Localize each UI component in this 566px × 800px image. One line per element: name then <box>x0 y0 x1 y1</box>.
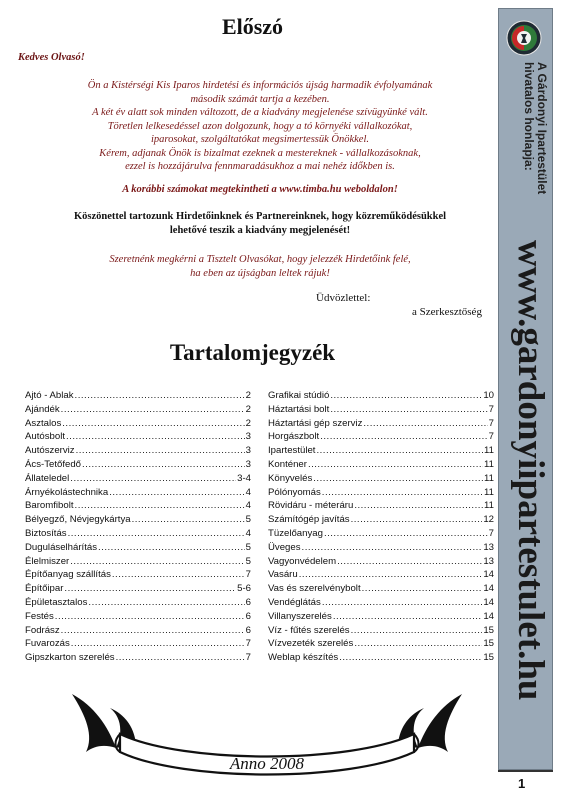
toc-entry-name: Háztartási bolt <box>268 403 330 415</box>
toc-entry <box>268 569 494 583</box>
toc-leader-dots <box>132 514 245 525</box>
toc-leader-dots <box>354 638 482 649</box>
toc-entry-page: 7 <box>245 638 251 650</box>
toc-leader-dots <box>308 459 483 470</box>
greeting: Kedves Olvasó! <box>18 52 85 63</box>
thanks-line: lehetővé teszik a kiadvány megjelenését! <box>169 225 351 236</box>
toc-entry-page: 11 <box>484 500 494 512</box>
intro-line: ezzel is hozzájárulva fennmaradásukhoz a mai nehéz időkben is. <box>125 161 395 172</box>
toc-leader-dots <box>363 418 487 429</box>
toc-left-column <box>25 390 251 666</box>
toc-entry-name: Vas és szerelvénybolt <box>268 583 361 595</box>
toc-entry-page: 11 <box>484 458 494 470</box>
toc-leader-dots <box>70 473 236 484</box>
intro-line: Töretlen lelkesedéssel azon dolgozunk, hogy a tó környéki vállalkozókat, <box>107 120 413 132</box>
toc-entry <box>268 500 494 514</box>
banner-text: Anno 2008 <box>229 754 305 773</box>
toc-right-column <box>268 390 494 666</box>
toc-entry-page: 5 <box>245 555 251 567</box>
toc-entry <box>25 638 251 652</box>
toc-entry-page: 2 <box>245 390 251 401</box>
toc-leader-dots <box>64 583 236 594</box>
toc-entry-name: Könyvelés <box>268 472 313 484</box>
toc-entry-page: 4 <box>245 500 251 512</box>
toc-entry-page: 2 <box>245 417 251 429</box>
toc-leader-dots <box>66 431 245 442</box>
toc-entry-page: 7 <box>245 569 251 581</box>
toc-entry-page: 6 <box>245 624 251 636</box>
toc-leader-dots <box>302 542 483 553</box>
toc-entry-page: 14 <box>483 610 494 622</box>
toc-entry <box>268 390 494 404</box>
toc-entry-name: Élelmiszer <box>25 555 70 567</box>
intro-line: Kérem, adjanak Önök is bizalmat ezeknek a mestereknek - vállalkozásoknak, <box>99 147 421 159</box>
toc-entry <box>268 418 494 432</box>
toc-entry-page: 3 <box>245 445 251 457</box>
sidebar-url-wrap <box>510 240 550 760</box>
toc-leader-dots <box>55 611 245 622</box>
toc-entry-name: Ipartestület <box>268 445 316 457</box>
toc-entry-name: Vízvezeték szerelés <box>268 638 354 650</box>
toc-entry-name: Weblap készítés <box>268 652 339 664</box>
toc-entry-page: 3 <box>245 431 251 443</box>
toc-entry <box>268 542 494 556</box>
toc-entry-page: 14 <box>483 583 494 595</box>
toc-entry-name: Vasáru <box>268 569 298 581</box>
toc-entry-name: Baromfibolt <box>25 500 74 512</box>
toc-entry-name: Horgászbolt <box>268 431 320 443</box>
anno-ribbon-banner <box>64 686 470 786</box>
toc-entry <box>25 652 251 666</box>
toc-leader-dots <box>61 404 245 415</box>
toc-entry <box>268 404 494 418</box>
toc-leader-dots <box>330 390 482 401</box>
sidebar-title-line: hivatalos honlapja: <box>522 62 536 171</box>
toc-leader-dots <box>322 487 483 498</box>
intro-paragraph <box>14 79 506 174</box>
toc-entry-page: 11 <box>484 472 494 484</box>
toc-entry-page: 12 <box>483 514 494 526</box>
toc-entry-name: Duguláselhárítás <box>25 541 97 553</box>
toc-entry-name: Vagyonvédelem <box>268 555 337 567</box>
toc-entry <box>25 556 251 570</box>
toc-entry-page: 6 <box>245 610 251 622</box>
toc-leader-dots <box>88 597 244 608</box>
toc-entry-name: Vendéglátás <box>268 596 321 608</box>
toc-entry <box>25 487 251 501</box>
toc-entry <box>25 514 251 528</box>
toc-entry-page: 4 <box>245 486 251 498</box>
toc-entry <box>25 459 251 473</box>
toc-leader-dots <box>337 556 482 567</box>
toc-entry-name: Üveges <box>268 541 301 553</box>
toc-entry-page: 11 <box>484 486 494 498</box>
toc-entry <box>25 597 251 611</box>
toc-entry-page: 7 <box>488 417 494 429</box>
toc-entry <box>25 569 251 583</box>
toc-entry <box>268 583 494 597</box>
request-line: Szeretnénk megkérni a Tisztelt Olvasókat, hogy jelezzék Hirdetőink felé, <box>109 254 411 265</box>
guild-logo-icon <box>506 20 542 56</box>
toc-entry-name: Víz - fűtés szerelés <box>268 624 350 636</box>
toc-entry <box>25 473 251 487</box>
toc-entry <box>25 445 251 459</box>
toc-entry-name: Építőanyag szállítás <box>25 569 111 581</box>
toc-entry-page: 11 <box>484 445 494 457</box>
toc-entry-name: Fuvarozás <box>25 638 70 650</box>
toc-leader-dots <box>62 418 244 429</box>
toc-entry-page: 7 <box>245 652 251 664</box>
toc-leader-dots <box>112 569 245 580</box>
toc-leader-dots <box>75 390 245 401</box>
page-number: 1 <box>518 776 526 791</box>
toc-entry-name: Festés <box>25 610 54 622</box>
toc-leader-dots <box>324 528 488 539</box>
toc-entry <box>268 652 494 666</box>
toc-leader-dots <box>71 638 245 649</box>
toc-leader-dots <box>339 652 482 663</box>
toc-leader-dots <box>116 652 245 663</box>
toc-leader-dots <box>76 445 245 456</box>
toc-entry-name: Gipszkarton szerelés <box>25 652 115 664</box>
signature-name: a Szerkesztőség <box>412 306 482 318</box>
toc-entry-name: Rövidáru - méteráru <box>268 500 354 512</box>
toc-entry-page: 15 <box>483 624 494 636</box>
toc-entry <box>25 625 251 639</box>
toc-leader-dots <box>316 445 483 456</box>
toc-entry-page: 10 <box>483 390 494 401</box>
toc-leader-dots <box>75 500 245 511</box>
toc-leader-dots <box>320 431 487 442</box>
toc-entry-page: 6 <box>245 596 251 608</box>
toc-entry-page: 15 <box>483 638 494 650</box>
toc-title: Tartalomjegyzék <box>169 340 336 365</box>
toc-entry <box>25 431 251 445</box>
toc-entry <box>268 625 494 639</box>
toc-leader-dots <box>333 611 483 622</box>
toc-entry-name: Grafikai stúdió <box>268 390 330 401</box>
toc-entry-page: 5-6 <box>237 583 251 595</box>
toc-leader-dots <box>354 500 483 511</box>
toc-entry-name: Fodrász <box>25 624 60 636</box>
toc-leader-dots <box>322 597 483 608</box>
toc-entry-page: 3 <box>245 458 251 470</box>
request-line: ha eben az újságban leltek rájuk! <box>190 267 330 279</box>
toc-entry <box>268 597 494 611</box>
toc-leader-dots <box>351 625 483 636</box>
toc-entry-name: Villanyszerelés <box>268 610 332 622</box>
toc-entry-name: Állateledel <box>25 472 70 484</box>
toc-entry-name: Biztosítás <box>25 527 67 539</box>
toc-entry-page: 4 <box>245 527 251 539</box>
intro-line: Ön a Kistérségi Kis Iparos hirdetési és információs újság harmadik évfolyamának <box>87 80 433 91</box>
toc-entry-name: Ajándék <box>25 403 60 415</box>
toc-entry <box>268 611 494 625</box>
toc-entry-page: 13 <box>483 555 494 567</box>
toc-entry-name: Háztartási gép szerviz <box>268 417 363 429</box>
toc-entry-page: 5 <box>245 541 251 553</box>
toc-entry <box>25 390 251 404</box>
toc-entry-page: 7 <box>488 403 494 415</box>
toc-leader-dots <box>109 487 244 498</box>
toc-entry-name: Ajtó - Ablak <box>25 390 74 401</box>
sidebar-title-line: A Gárdonyi Ipartestület <box>535 62 549 195</box>
toc-entry-page: 3-4 <box>237 472 251 484</box>
toc-entry-page: 2 <box>245 403 251 415</box>
toc-entry-name: Asztalos <box>25 417 62 429</box>
toc-entry <box>268 556 494 570</box>
toc-entry <box>25 611 251 625</box>
toc-entry-name: Autószerviz <box>25 445 75 457</box>
website-note: A korábbi számokat megtekintheti a www.timba.hu weboldalon! <box>122 184 398 195</box>
thanks-line: Köszönettel tartozunk Hirdetőinknek és Partnereinknek, hogy közreműködésükkel <box>73 211 447 222</box>
toc-entry-name: Tüzelőanyag <box>268 527 323 539</box>
toc-entry-name: Pólónyomás <box>268 486 321 498</box>
toc-leader-dots <box>299 569 483 580</box>
toc-entry <box>268 514 494 528</box>
toc-entry-page: 13 <box>483 541 494 553</box>
toc-entry-page: 5 <box>245 514 251 526</box>
intro-line: iparosokat, szolgáltatókat megsimertessük Önökkel. <box>150 134 370 145</box>
toc-entry <box>268 528 494 542</box>
thanks-paragraph <box>14 210 506 238</box>
toc-leader-dots <box>98 542 245 553</box>
toc-entry-page: 7 <box>488 527 494 539</box>
sidebar-divider <box>498 770 553 772</box>
intro-line: A két év alatt sok minden változott, de a kiadvány megjelenése szívügyünké vált. <box>92 107 428 118</box>
toc-entry-page: 14 <box>483 596 494 608</box>
toc-leader-dots <box>351 514 483 525</box>
toc-entry <box>268 431 494 445</box>
toc-entry <box>25 528 251 542</box>
toc-leader-dots <box>330 404 487 415</box>
toc-entry <box>25 404 251 418</box>
signature-greeting: Üdvözlettel: <box>316 292 371 304</box>
toc-entry <box>268 638 494 652</box>
toc-leader-dots <box>82 459 245 470</box>
toc-entry <box>268 487 494 501</box>
toc-entry-name: Bélyegző, Névjegykártya <box>25 514 131 526</box>
toc-leader-dots <box>313 473 483 484</box>
toc-leader-dots <box>61 625 245 636</box>
toc-entry-name: Ács-Tetőfedő <box>25 458 81 470</box>
toc-entry-name: Árnyékolástechnika <box>25 486 109 498</box>
toc-entry <box>25 542 251 556</box>
toc-entry-name: Épületasztalos <box>25 596 88 608</box>
toc-entry <box>268 445 494 459</box>
toc-entry-page: 15 <box>483 652 494 664</box>
toc-entry-page: 7 <box>488 431 494 443</box>
toc-entry-name: Számítógép javítás <box>268 514 350 526</box>
toc-leader-dots <box>70 556 244 567</box>
sidebar-url: www.gardonyiipartestulet.hu <box>510 240 551 701</box>
toc-entry-page: 14 <box>483 569 494 581</box>
toc-entry <box>25 418 251 432</box>
toc-entry <box>25 500 251 514</box>
toc-entry <box>25 583 251 597</box>
toc-entry-name: Építőipar <box>25 583 64 595</box>
toc-leader-dots <box>68 528 245 539</box>
toc-entry-name: Autósbolt <box>25 431 66 443</box>
toc-leader-dots <box>362 583 483 594</box>
toc-entry <box>268 459 494 473</box>
toc-entry <box>268 473 494 487</box>
foreword-title: Előszó <box>221 14 284 39</box>
request-paragraph <box>14 253 506 280</box>
toc-entry-name: Konténer <box>268 458 307 470</box>
intro-line: második számát tartja a kezében. <box>190 93 330 105</box>
